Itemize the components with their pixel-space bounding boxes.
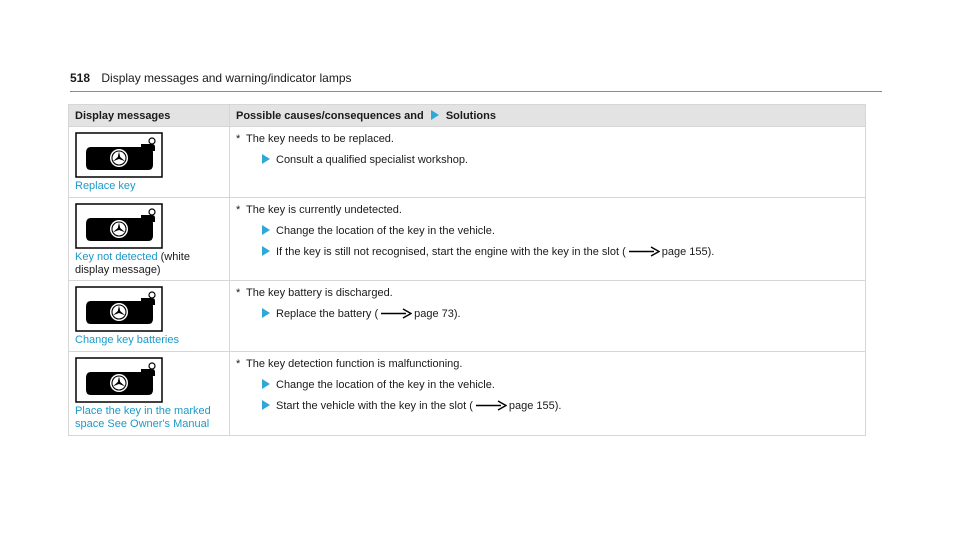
solution-item bbox=[262, 224, 859, 238]
page-reference-link[interactable]: page 155). bbox=[508, 400, 562, 412]
solution-text: Start the vehicle with the key in the slot ( bbox=[276, 400, 473, 412]
cause-item bbox=[236, 132, 859, 146]
solution-item bbox=[262, 245, 859, 259]
solution-item bbox=[262, 307, 859, 321]
table-body bbox=[69, 127, 866, 436]
causes-solutions-cell bbox=[230, 198, 866, 281]
bullet-star: * bbox=[236, 133, 241, 145]
display-message-label: Change key batteries bbox=[75, 334, 179, 346]
car-key-icon bbox=[75, 357, 163, 403]
page-reference-arrow-icon bbox=[380, 308, 412, 319]
display-message-cell bbox=[69, 198, 230, 281]
solution-arrow-icon bbox=[262, 246, 270, 256]
page-header bbox=[70, 71, 882, 92]
causes-solutions-cell bbox=[230, 127, 866, 198]
display-message-cell bbox=[69, 352, 230, 436]
display-message-cell bbox=[69, 281, 230, 352]
display-message-cell bbox=[69, 127, 230, 198]
solution-text: Change the location of the key in the vehicle. bbox=[276, 225, 495, 237]
page-number: 518 bbox=[70, 71, 91, 85]
solution-arrow-icon bbox=[262, 154, 270, 164]
display-message-label: Place the key in the marked space See Owner's Manual bbox=[75, 405, 211, 430]
page-reference-arrow-icon bbox=[628, 246, 660, 257]
page-title: Display messages and warning/indicator lamps bbox=[101, 71, 352, 85]
column-header-display-messages: Display messages bbox=[69, 105, 230, 127]
car-key-icon bbox=[75, 132, 163, 178]
solution-item bbox=[262, 153, 859, 167]
cause-text: The key battery is discharged. bbox=[246, 287, 393, 299]
bullet-star: * bbox=[236, 287, 241, 299]
solution-arrow-icon bbox=[262, 308, 270, 318]
solution-text: If the key is still not recognised, start the engine with the key in the slot ( bbox=[276, 246, 626, 258]
car-key-icon bbox=[75, 203, 163, 249]
solution-item bbox=[262, 399, 859, 413]
solution-text: Change the location of the key in the vehicle. bbox=[276, 379, 495, 391]
table-row bbox=[69, 281, 866, 352]
solution-item bbox=[262, 378, 859, 392]
table-header-row bbox=[69, 105, 866, 127]
causes-solutions-cell bbox=[230, 281, 866, 352]
table-row bbox=[69, 198, 866, 281]
cause-text: The key detection function is malfunctioning. bbox=[246, 358, 463, 370]
cause-text: The key needs to be replaced. bbox=[246, 133, 394, 145]
table-row bbox=[69, 352, 866, 436]
causes-solutions-cell bbox=[230, 352, 866, 436]
causes-header-text: Possible causes/consequences and bbox=[236, 109, 424, 122]
display-messages-table bbox=[68, 104, 866, 436]
solution-arrow-icon bbox=[262, 379, 270, 389]
display-message-label: Key not detected bbox=[75, 251, 158, 263]
solution-text: Replace the battery ( bbox=[276, 308, 379, 320]
solution-text: Consult a qualified specialist workshop. bbox=[276, 154, 468, 166]
cause-item bbox=[236, 286, 859, 300]
display-message-label: Replace key bbox=[75, 180, 136, 192]
column-header-causes-solutions bbox=[230, 105, 866, 127]
page-reference-link[interactable]: page 73). bbox=[414, 308, 461, 320]
page-reference-arrow-icon bbox=[475, 400, 507, 411]
bullet-star: * bbox=[236, 204, 241, 216]
car-key-icon bbox=[75, 286, 163, 332]
solutions-header-text: Solutions bbox=[445, 109, 496, 122]
display-message-note: (white display message) bbox=[75, 251, 190, 276]
solution-arrow-icon bbox=[262, 400, 270, 410]
cause-item bbox=[236, 357, 859, 371]
table-row bbox=[69, 127, 866, 198]
cause-item bbox=[236, 203, 859, 217]
solution-arrow-icon bbox=[262, 225, 270, 235]
bullet-star: * bbox=[236, 358, 241, 370]
page-reference-link[interactable]: page 155). bbox=[661, 246, 715, 258]
cause-text: The key is currently undetected. bbox=[246, 204, 402, 216]
solution-arrow-icon bbox=[431, 110, 439, 120]
